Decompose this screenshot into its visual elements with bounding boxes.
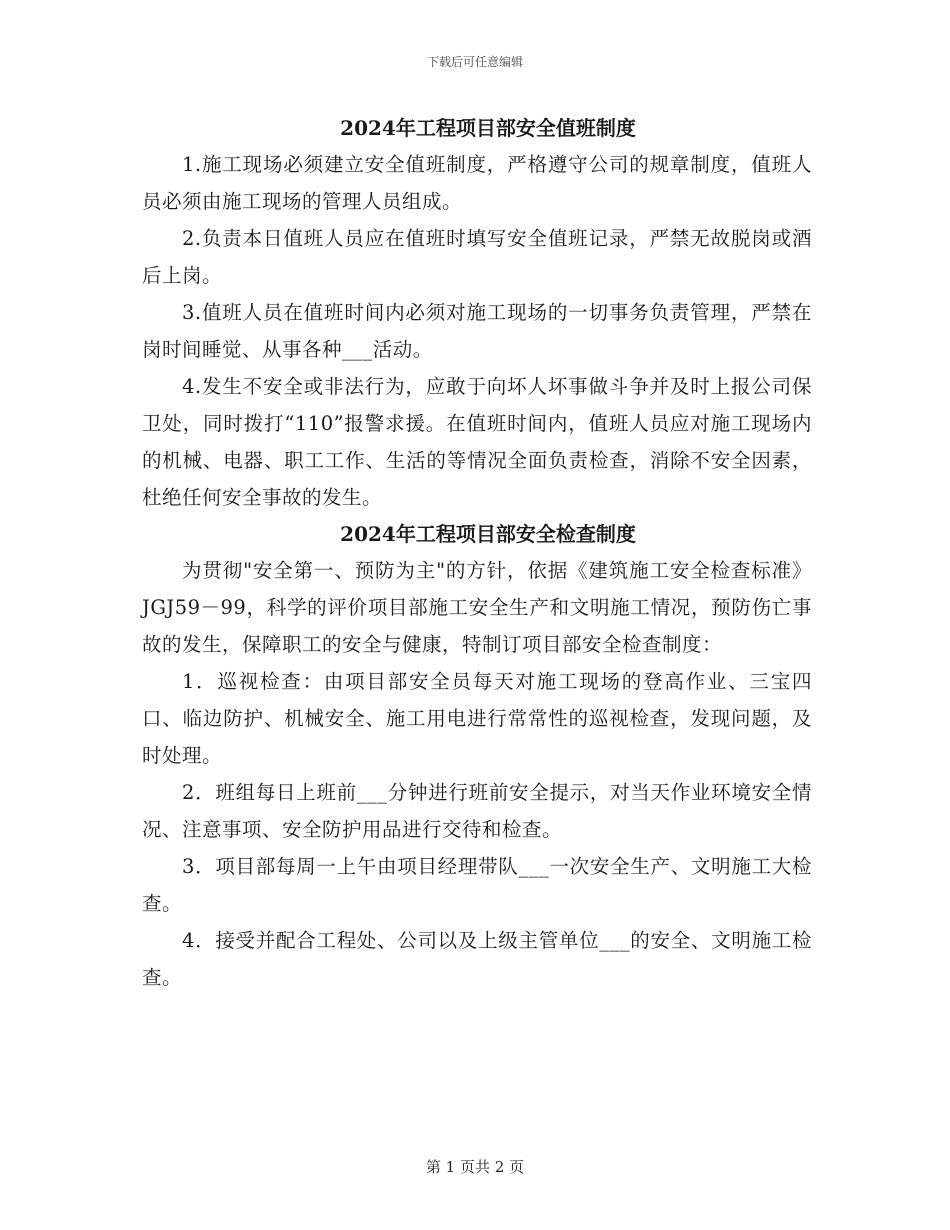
section1-paragraph-1: 1.施工现场必须建立安全值班制度，严格遵守公司的规章制度，值班人员必须由施工现场的管理人员组成。 bbox=[142, 153, 812, 213]
document-body bbox=[142, 110, 812, 996]
section1-paragraph-3: 3.值班人员在值班时间内必须对施工现场的一切事务负责管理，严禁在岗时间睡觉、从事各种___活动。 bbox=[142, 301, 812, 361]
section2-paragraph-1: 1．巡视检查：由项目部安全员每天对施工现场的登高作业、三宝四口、临边防护、机械安全、施工用电进行常常性的巡视检查，发现问题，及时处理。 bbox=[142, 670, 812, 767]
header-note: 下载后可任意编辑 bbox=[426, 55, 523, 69]
section2-paragraph-3: 3．项目部每周一上午由项目经理带队___一次安全生产、文明施工大检查。 bbox=[142, 855, 812, 915]
section2-paragraph-4: 4．接受并配合工程处、公司以及上级主管单位___的安全、文明施工检查。 bbox=[142, 929, 812, 989]
section2-paragraph-2: 2．班组每日上班前___分钟进行班前安全提示，对当天作业环境安全情况、注意事项、安全防护用品进行交待和检查。 bbox=[142, 781, 812, 841]
page-footer: 第 1 页共 2 页 bbox=[425, 1158, 525, 1176]
section2-title: 2024年工程项目部安全检查制度 bbox=[340, 522, 636, 546]
section2-paragraph-intro: 为贯彻"安全第一、预防为主"的方针，依据《建筑施工安全检查标准》JGJ59－99，科学的评价项目部施工安全生产和文明施工情况，预防伤亡事故的发生，保障职工的安全与健康，特制订项目部安全检查制度： bbox=[142, 559, 812, 656]
section1-paragraph-2: 2.负责本日值班人员应在值班时填写安全值班记录，严禁无故脱岗或酒后上岗。 bbox=[142, 227, 812, 287]
section1-paragraph-4: 4.发生不安全或非法行为，应敢于向坏人坏事做斗争并及时上报公司保卫处，同时拨打“110”报警求援。在值班时间内，值班人员应对施工现场内的机械、电器、职工工作、生活的等情况全面负责检查，消除不安全因素，杜绝任何安全事故的发生。 bbox=[142, 375, 812, 509]
section1-title: 2024年工程项目部安全值班制度 bbox=[340, 116, 636, 140]
